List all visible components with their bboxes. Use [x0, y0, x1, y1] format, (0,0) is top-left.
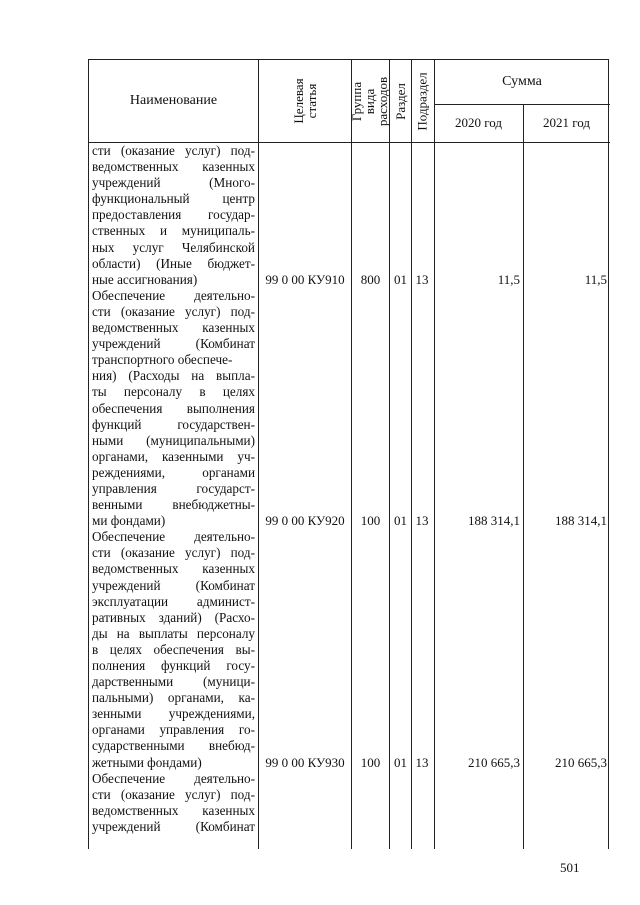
name-line: Обеспечение деятельно-: [92, 287, 255, 303]
name-line: ративных зданий) (Расхо-: [92, 609, 255, 625]
name-line: органами управления го-: [92, 722, 255, 738]
name-line: учреждений (Комбинат: [92, 577, 255, 593]
name-line: сударственными внебюд-: [92, 738, 255, 754]
header-name: Наименование: [129, 93, 218, 108]
header-section-text: Раздел: [392, 82, 408, 120]
row-value-2021: 210 665,3: [555, 755, 607, 770]
row-group: 100: [360, 755, 381, 770]
name-line: реждениями, органами: [92, 464, 255, 480]
row-value-2021: 188 314,1: [555, 513, 607, 528]
row-code: 99 0 00 КУ930: [265, 755, 345, 770]
name-line: сти (оказание услуг) под-: [92, 786, 255, 802]
column-divider: [389, 60, 390, 849]
page-number: 501: [560, 860, 580, 875]
row-subsection: 13: [415, 513, 429, 528]
name-line: ведомственных казенных: [92, 159, 255, 175]
name-line: органами, казенными уч-: [92, 448, 255, 464]
name-line: функциональный центр: [92, 191, 255, 207]
header-group-text: Группа вида расходов: [349, 76, 391, 126]
header-code: [258, 60, 351, 142]
row-value-2021: 11,5: [584, 272, 607, 287]
header-sum: Сумма: [502, 74, 542, 89]
name-line: в целях обеспечения вы-: [92, 641, 255, 657]
row-section: 01: [394, 513, 407, 528]
name-line: учреждений (Комбинат: [92, 818, 255, 834]
row-group: 800: [360, 272, 381, 287]
name-line: ведомственных казенных: [92, 802, 255, 818]
name-line: дарственными (муници-: [92, 674, 255, 690]
name-line: ные ассигнования): [92, 271, 198, 287]
row-value-2020: 188 314,1: [468, 513, 520, 528]
row-code: 99 0 00 КУ910: [265, 272, 345, 287]
name-column: [92, 143, 255, 835]
header-subsection: [411, 60, 434, 142]
column-divider: [411, 60, 412, 849]
name-line: предоставления государ-: [92, 207, 255, 223]
row-subsection: 13: [415, 755, 429, 770]
name-line: ми фондами): [92, 513, 166, 529]
name-line: ды на выплаты персоналу: [92, 625, 255, 641]
row-value-2020: 210 665,3: [468, 755, 520, 770]
row-subsection: 13: [415, 272, 429, 287]
name-line: сти (оказание услуг) под-: [92, 303, 255, 319]
column-divider: [258, 60, 259, 849]
name-line: эксплуатации админист-: [92, 593, 255, 609]
name-line: учреждений (Комбинат: [92, 336, 255, 352]
name-line: ведомственных казенных: [92, 561, 255, 577]
name-line: ственных и муниципаль-: [92, 223, 255, 239]
column-divider: [351, 60, 352, 849]
name-line: ния) (Расходы на выпла-: [92, 368, 255, 384]
name-line: функций государствен-: [92, 416, 255, 432]
row-code: 99 0 00 КУ920: [265, 513, 345, 528]
column-divider: [523, 104, 524, 849]
row-value-2020: 11,5: [497, 272, 520, 287]
name-line: сти (оказание услуг) под-: [92, 143, 255, 158]
name-line: пальными) органами, ка-: [92, 690, 255, 706]
row-section: 01: [394, 755, 407, 770]
header-subsection-text: Подраздел: [415, 71, 431, 131]
budget-table: [88, 59, 609, 849]
header-code-text: Целевая статья: [290, 78, 319, 124]
name-line: полнения функций госу-: [92, 658, 255, 673]
name-line: зенными учреждениями,: [92, 706, 255, 722]
column-divider: [434, 60, 435, 849]
name-line: ты персоналу в целях: [92, 384, 255, 400]
name-line: жетными фондами): [92, 754, 202, 770]
header-group: [351, 60, 389, 142]
name-line: обеспечения выполнения: [92, 400, 255, 416]
header-year-2021: 2021 год: [543, 115, 590, 130]
name-line: ведомственных казенных: [92, 320, 255, 336]
name-line: Обеспечение деятельно-: [92, 529, 255, 545]
name-line: Обеспечение деятельно-: [92, 770, 255, 786]
name-line: учреждений (Много-: [92, 175, 255, 191]
name-line: ными (муниципальными): [92, 432, 255, 448]
header-year-2020: 2020 год: [455, 115, 502, 130]
name-line: транспортного обеспече-: [92, 352, 233, 368]
name-line: ных услуг Челябинской: [92, 239, 255, 255]
name-line: сти (оказание услуг) под-: [92, 545, 255, 561]
header-section: [389, 60, 411, 142]
name-line: области) (Иные бюджет-: [92, 255, 255, 271]
name-line: управления государст-: [92, 480, 255, 496]
row-group: 100: [360, 513, 381, 528]
row-section: 01: [394, 272, 407, 287]
name-line: венными внебюджетны-: [92, 497, 255, 513]
